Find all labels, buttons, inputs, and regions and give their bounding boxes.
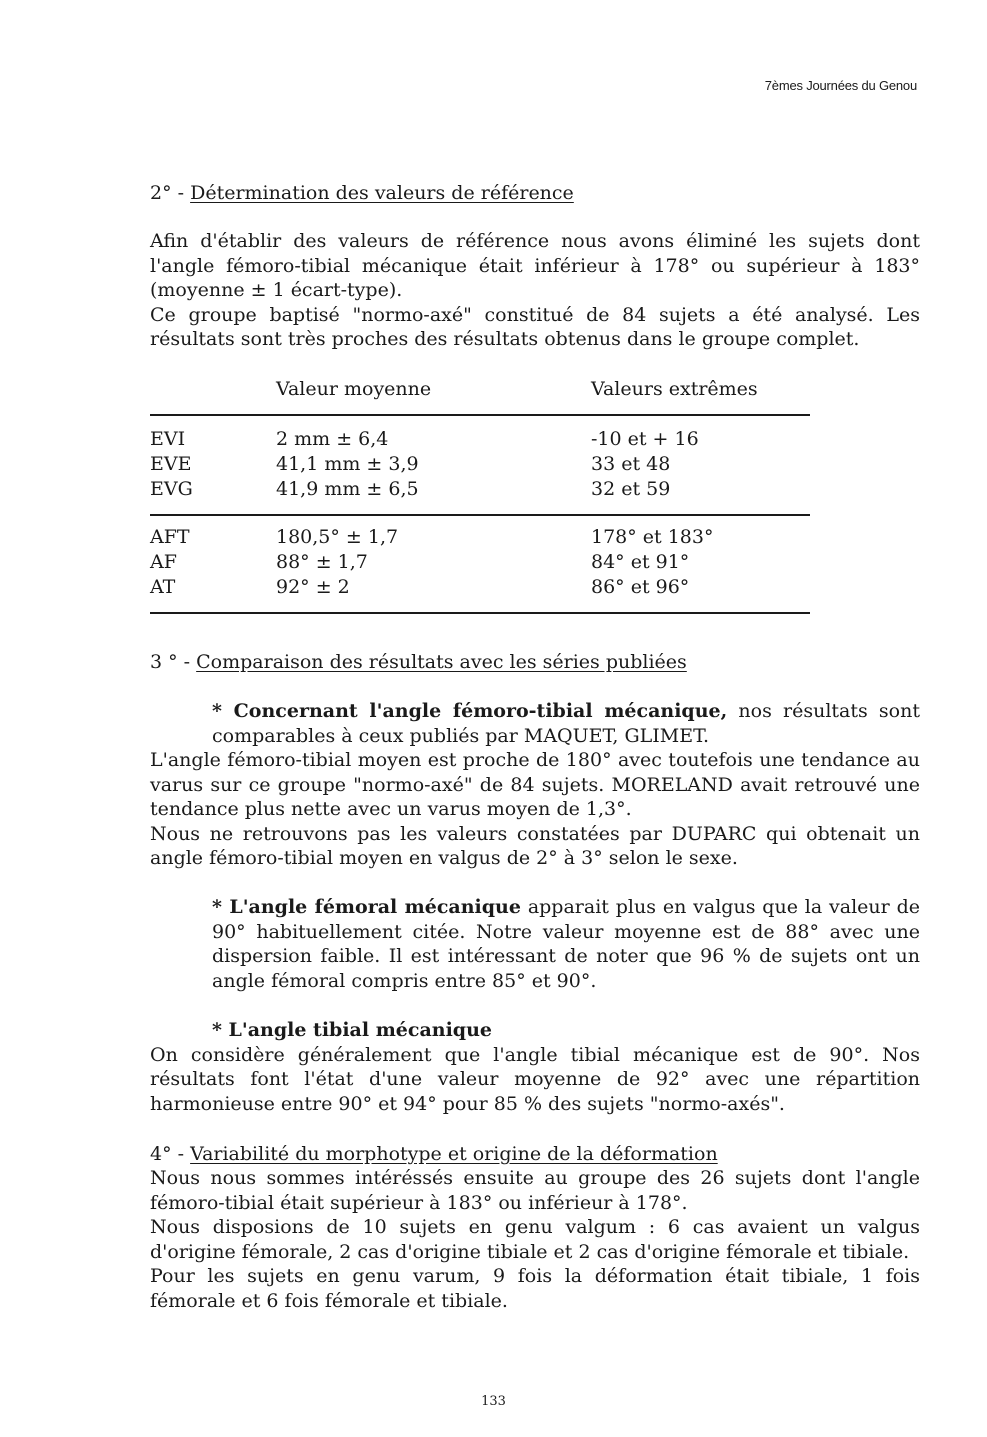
section-3-paragraph-2: L'angle fémoro-tibial moyen est proche de 180° avec toutefois une tendance au varus sur ce groupe "normo-axé" de 84 sujets. MORELAND avait retrouvé une tendance plus nette avec un varus moyen de 1,3°. (150, 749, 920, 820)
page-number: 133 (481, 1394, 506, 1409)
section-3-block-2 (150, 895, 920, 993)
table-row-range: 178° et 183° (591, 526, 714, 548)
section-3-block-1 (150, 699, 920, 871)
table-row-mean: 2 mm ± 6,4 (276, 428, 389, 450)
table-row-range: -10 et + 16 (591, 428, 699, 450)
tibial-angle-subheading: * L'angle tibial mécanique (212, 1019, 492, 1041)
section-4-number: 4° - (150, 1143, 191, 1165)
section-3-paragraph-5: On considère généralement que l'angle tibial mécanique est de 90°. Nos résultats font l'état d'une valeur moyenne de 92° avec une répartition harmonieuse entre 90° et 94° pour 85 % des sujets "normo-axés". (150, 1043, 920, 1115)
section-3-paragraph-3: Nous ne retrouvons pas les valeurs constatées par DUPARC qui obtenait un angle fémoro-tibial moyen en valgus de 2° à 3° selon le sexe. (150, 822, 920, 869)
table-row-label: AF (150, 551, 177, 573)
section-4-heading (150, 1142, 718, 1166)
section-4-paragraph-2: Nous disposions de 10 sujets en genu valgum : 6 cas avaient un valgus d'origine fémorale, 2 cas d'origine tibiale et 2 cas d'origine fémorale et tibiale. (150, 1216, 920, 1263)
table-row (150, 478, 810, 503)
table-row (150, 526, 810, 551)
section-2-heading (150, 181, 574, 205)
tibial-angle-subheading-line (150, 1018, 920, 1043)
section-3-heading (150, 650, 687, 674)
table-row-mean: 92° ± 2 (276, 576, 350, 598)
section-4-paragraph-1: Nous nous sommes intéréssés ensuite au groupe des 26 sujets dont l'angle fémoro-tibial était supérieur à 183° ou inférieur à 178°. (150, 1167, 920, 1214)
table-row-label: EVG (150, 478, 193, 500)
table-row-label: EVI (150, 428, 186, 450)
table-header-mean: Valeur moyenne (276, 378, 432, 400)
femoral-angle-subheading: * L'angle fémoral mécanique (212, 896, 521, 918)
table-row (150, 576, 810, 601)
table-row (150, 453, 810, 478)
table-rule-bottom (150, 612, 810, 614)
section-4-paragraph-3: Pour les sujets en genu varum, 9 fois la déformation était tibiale, 1 fois fémorale et 6 fois fémorale et tibiale. (150, 1265, 920, 1312)
table-row-mean: 41,1 mm ± 3,9 (276, 453, 419, 475)
table-row-range: 33 et 48 (591, 453, 671, 475)
table-header-row (150, 376, 810, 410)
femoro-tibial-subheading: * Concernant l'angle fémoro-tibial mécanique, (212, 700, 728, 722)
table-row (150, 428, 810, 453)
table-row (150, 551, 810, 576)
table-rule-middle (150, 514, 810, 516)
section-3-paragraph-1-text: nos résultats sont comparables à ceux publiés par MAQUET, GLIMET. (212, 700, 920, 747)
table-row-range: 86° et 96° (591, 576, 690, 598)
section-2-title: Détermination des valeurs de référence (190, 182, 574, 204)
table-row-label: EVE (150, 453, 192, 475)
section-4-body (150, 1166, 920, 1313)
section-2-number: 2° - (150, 182, 191, 204)
table-row-mean: 88° ± 1,7 (276, 551, 368, 573)
table-rule-top (150, 414, 810, 416)
section-2-paragraph-1: Afin d'établir des valeurs de référence nous avons éliminé les sujets dont l'angle fémoro-tibial mécanique était inférieur à 178° ou supérieur à 183° (moyenne ± 1 écart-type). (150, 230, 920, 301)
section-3-number: 3 ° - (150, 651, 197, 673)
section-2-body (150, 229, 920, 352)
section-2-paragraph-2: Ce groupe baptisé "normo-axé" constitué de 84 sujets a été analysé. Les résultats sont très proches des résultats obtenus dans le groupe complet. (150, 303, 920, 350)
reference-values-table (150, 376, 810, 598)
table-row-range: 84° et 91° (591, 551, 690, 573)
table-row-mean: 41,9 mm ± 6,5 (276, 478, 419, 500)
table-header-range: Valeurs extrêmes (591, 378, 758, 400)
section-3-paragraph-4-text: apparait plus en valgus que la valeur de 90° habituellement citée. Notre valeur moyenne est de 88° avec une dispersion faible. Il est intéressant de noter que 96 % de sujets ont un angle fémoral compris entre 85° et 90°. (212, 896, 920, 992)
table-row-range: 32 et 59 (591, 478, 671, 500)
table-row-mean: 180,5° ± 1,7 (276, 526, 399, 548)
section-3-block-3 (150, 1018, 920, 1116)
section-3-title: Comparaison des résultats avec les séries publiées (196, 651, 687, 673)
section-4-title: Variabilité du morphotype et origine de la déformation (190, 1143, 718, 1165)
running-head: 7èmes Journées du Genou (764, 78, 917, 93)
section-3-paragraph-4 (150, 895, 920, 993)
table-row-label: AFT (150, 526, 190, 548)
table-row-label: AT (150, 576, 176, 598)
section-3-paragraph-1 (150, 699, 920, 748)
